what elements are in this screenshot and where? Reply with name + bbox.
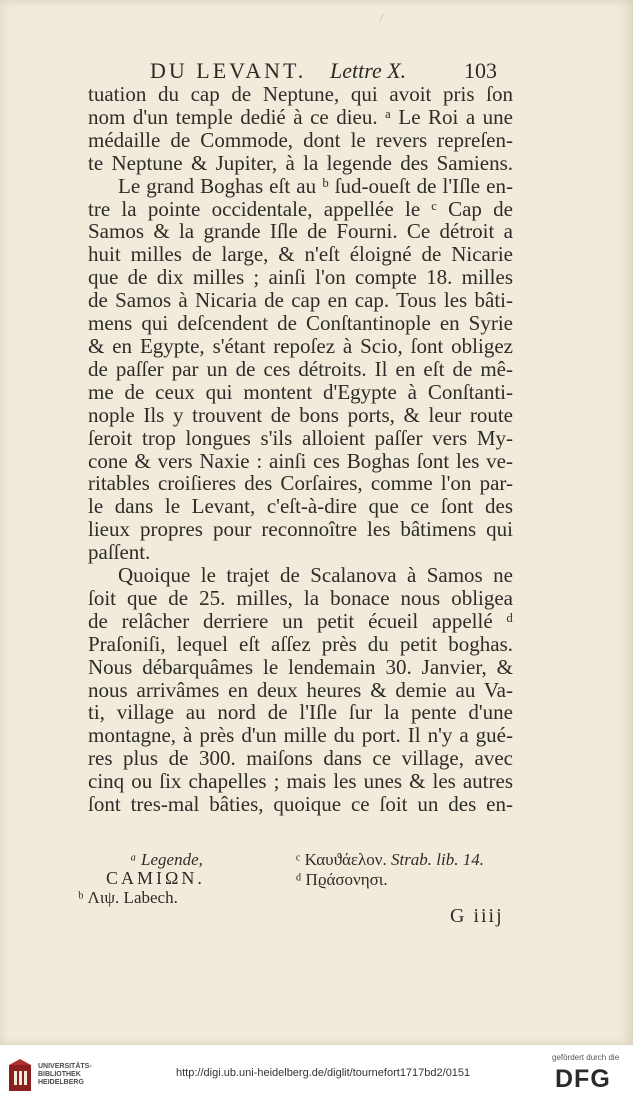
text-line: ſoit que de 25. milles, la bonace nous obligea bbox=[88, 585, 513, 610]
text-line: que de dix milles ; ainſi l'on compte 18. milles bbox=[88, 265, 513, 290]
text-line: Nous débarquâmes le lendemain 30. Janvier, & bbox=[88, 654, 513, 679]
text-line: paſſent. bbox=[88, 540, 151, 565]
text-line: ſont tres-mal bâties, quoique ce ſoit un des en- bbox=[88, 792, 513, 817]
page-number: 103 bbox=[464, 58, 497, 83]
text-line: res plus de 300. maiſons dans ce village, avec bbox=[88, 746, 513, 771]
running-head-letter: Lettre X. bbox=[330, 58, 407, 83]
ink-mark: / bbox=[380, 10, 384, 24]
library-name: UNIVERSITÄTS- BIBLIOTHEK HEIDELBERG bbox=[38, 1063, 92, 1086]
footnote-samion: CAMIΩN. bbox=[106, 868, 205, 888]
text-line: ritables croiſieres des Corſaires, comme l'on par- bbox=[88, 471, 513, 496]
footnotes bbox=[78, 850, 513, 910]
text-line: ti, village au nord de l'Iſle ſur la pente d'une bbox=[88, 700, 513, 725]
text-line: Praſoniſi, lequel eſt aſſez près du petit boghas. bbox=[88, 631, 513, 656]
dfg-logo: DFG bbox=[555, 1065, 611, 1093]
text-line: montagne, à près d'un mille du port. Il n'y a gué- bbox=[88, 723, 513, 748]
signature-mark: G iiij bbox=[450, 905, 504, 927]
text-line: me de ceux qui montent d'Egypte à Conſtanti- bbox=[88, 379, 513, 404]
text-line: de paſſer par un de ces détroits. Il en eſt de mê- bbox=[88, 356, 513, 381]
text-line: nople Ils y trouvent de bons ports, & leur route bbox=[88, 402, 513, 427]
text-line: cone & vers Naxie : ainſi ces Boghas ſont les ve- bbox=[88, 448, 513, 473]
text-line: tuation du cap de Neptune, qui avoit pris ſon bbox=[88, 82, 513, 106]
funded-by-label: gefördert durch die bbox=[552, 1053, 620, 1062]
text-line: ſeroit trop longues s'ils alloient paſſer vers My- bbox=[88, 425, 513, 450]
footnote-c-source: Strab. lib. 14. bbox=[390, 850, 485, 869]
text-line: te Neptune & Jupiter, à la legende des Samiens. bbox=[88, 150, 513, 175]
text-line: nom d'un temple dedié à ce dieu. ᵃ Le Roi a une bbox=[88, 104, 513, 129]
university-library-logo-icon bbox=[6, 1059, 36, 1095]
text-line: le dans le Levant, c'eſt-à-dire que ce ſont des bbox=[88, 494, 513, 519]
text-line: & en Egypte, s'étant repoſez à Scio, ſont obligez bbox=[88, 333, 513, 358]
footnote-c-greek: ᶜ Καυϑάελον. bbox=[296, 850, 387, 869]
text-line: de relâcher derriere un petit écueil appellé ᵈ bbox=[88, 608, 513, 633]
running-head-title: DU LEVANT. bbox=[150, 58, 307, 83]
text-line: mens qui deſcendent de Conſtantinople en Syrie bbox=[88, 311, 513, 336]
text-line: Samos & la grande Iſle de Fourni. Ce détroit a bbox=[88, 219, 513, 244]
footer-bar bbox=[0, 1045, 633, 1102]
text-line: tre la pointe occidentale, appellée le ᶜ Cap de bbox=[88, 196, 513, 221]
footnote-c bbox=[296, 850, 484, 870]
body-text bbox=[88, 83, 513, 816]
text-line: de Samos à Nicaria de cap en cap. Tous les bâti- bbox=[88, 288, 513, 313]
source-url-link[interactable]: http://digi.ub.uni-heidelberg.de/diglit/tournefort1717bd2/0151 bbox=[176, 1067, 471, 1079]
text-line: Le grand Boghas eſt au ᵇ ſud-oueſt de l'Iſle en- bbox=[118, 173, 513, 198]
text-line: Quoique le trajet de Scalanova à Samos ne bbox=[118, 563, 513, 588]
text-line: nous arrivâmes en deux heures & demie au Va- bbox=[88, 677, 513, 702]
footnote-d: ᵈ Πϱάσονησι. bbox=[296, 870, 388, 889]
text-line: cinq ou ſix chapelles ; mais les unes & les autres bbox=[88, 769, 513, 794]
text-line: huit milles de large, & n'eſt éloigné de Nicarie bbox=[88, 242, 513, 267]
text-line: médaille de Commode, dont le revers repreſen- bbox=[88, 127, 513, 152]
text-line: lieux propres pour reconnoître les bâtimens qui bbox=[88, 517, 513, 542]
footnote-b: ᵇ Λιψ. Labech. bbox=[78, 888, 178, 907]
footnote-a: ᵃ Legende, bbox=[130, 850, 203, 869]
